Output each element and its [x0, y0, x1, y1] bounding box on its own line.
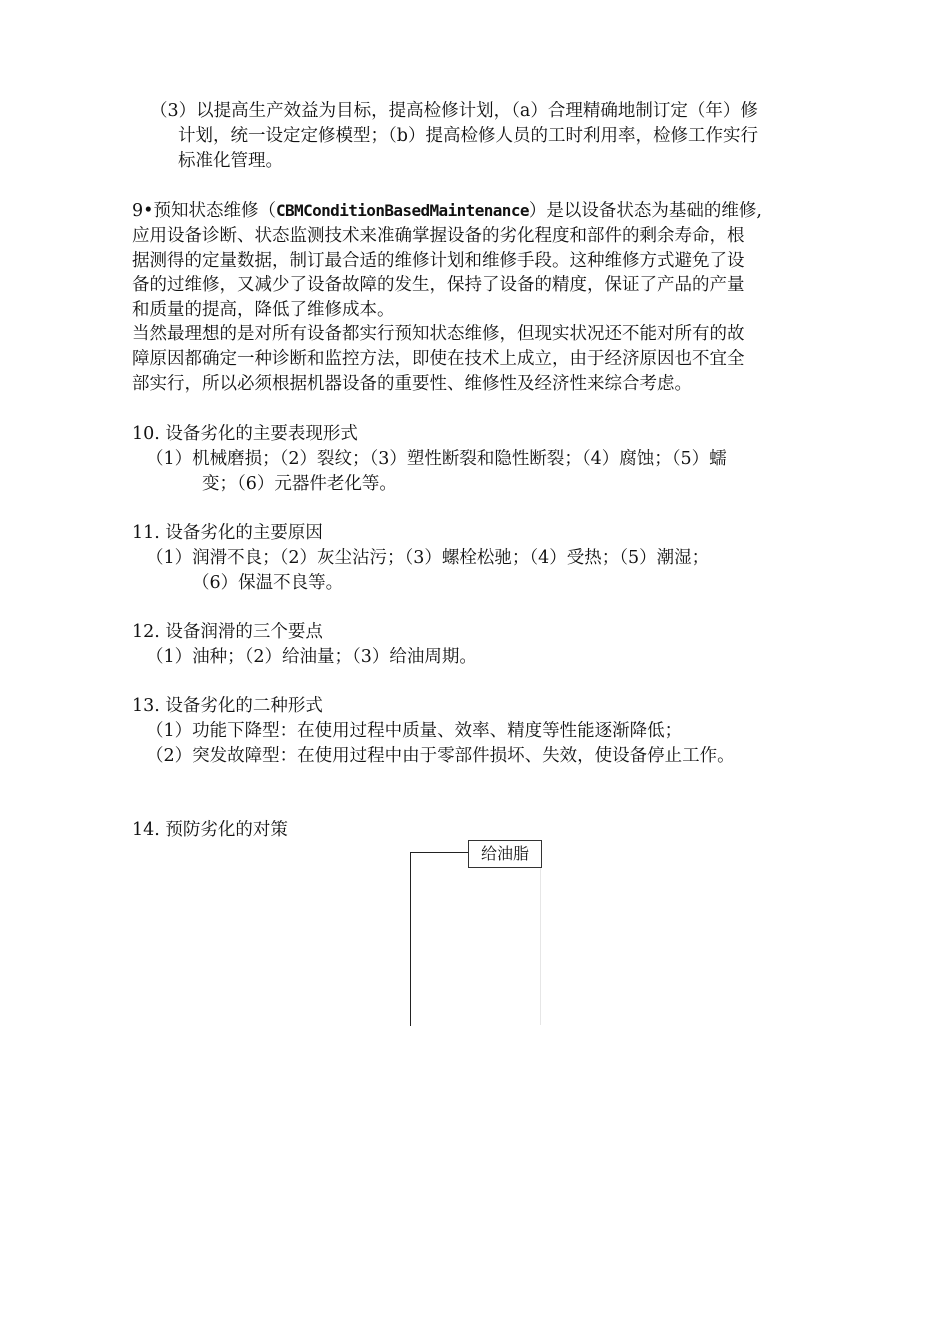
- item13-heading: 13. 设备劣化的二种形式: [132, 696, 323, 716]
- item13-line1: （1）功能下降型：在使用过程中质量、效率、精度等性能逐渐降低；: [146, 721, 683, 741]
- item11-line1: （1）润滑不良；（2）灰尘沾污；（3）螺栓松驰；（4）受热；（5）潮湿；: [146, 548, 710, 568]
- item9-line4: 备的过维修，又减少了设备故障的发生，保持了设备的精度，保证了产品的产量: [132, 275, 745, 295]
- item10-line2: 变；（6）元器件老化等。: [202, 474, 397, 494]
- item8-3-line2: 计划，统一设定定修模型；（b）提高检修人员的工时利用率，检修工作实行: [178, 126, 758, 146]
- item9-line2: 应用设备诊断、状态监测技术来准确掌握设备的劣化程度和部件的剩余寿命，根: [132, 226, 745, 246]
- item9-line5: 和质量的提高，降低了维修成本。: [132, 300, 395, 320]
- item9-line3: 据测得的定量数据，制订最合适的维修计划和维修手段。这种维修方式避免了设: [132, 251, 745, 271]
- item9-line7: 障原因都确定一种诊断和监控方法，即使在技术上成立，由于经济原因也不宜全: [132, 349, 745, 369]
- item9-term: CBMConditionBasedMaintenance: [275, 201, 529, 220]
- item8-3-line1: （3）以提高生产效益为目标，提高检修计划，（a）合理精确地制订定（年）修: [150, 101, 758, 121]
- diagram-box-grease: 给油脂: [468, 840, 542, 868]
- diagram-bracket-line: [410, 852, 469, 1026]
- item10-line1: （1）机械磨损；（2）裂纹；（3）塑性断裂和隐性断裂；（4）腐蚀；（5）蠕: [146, 449, 727, 469]
- item9-line8: 部实行，所以必须根据机器设备的重要性、维修性及经济性来综合考虑。: [132, 374, 692, 394]
- item10-heading: 10. 设备劣化的主要表现形式: [132, 424, 358, 444]
- item12-heading: 12. 设备润滑的三个要点: [132, 622, 323, 642]
- item9-line6: 当然最理想的是对所有设备都实行预知状态维修，但现实状况还不能对所有的故: [132, 324, 745, 344]
- item11-line2: （6）保温不良等。: [192, 573, 344, 593]
- item13-line2: （2）突发故障型：在使用过程中由于零部件损坏、失效，使设备停止工作。: [146, 746, 735, 766]
- item9-suffix: ）是以设备状态为基础的维修,: [528, 201, 762, 221]
- item11-heading: 11. 设备劣化的主要原因: [132, 523, 323, 543]
- diagram-faint-line: [540, 868, 541, 1025]
- item9-line1: [132, 199, 762, 223]
- item8-3-line3: 标准化管理。: [178, 151, 283, 171]
- item9-prefix: 9•预知状态维修（: [132, 201, 276, 221]
- item12-line1: （1）油种；（2）给油量；（3）给油周期。: [146, 647, 477, 667]
- item14-heading: 14. 预防劣化的对策: [132, 820, 288, 840]
